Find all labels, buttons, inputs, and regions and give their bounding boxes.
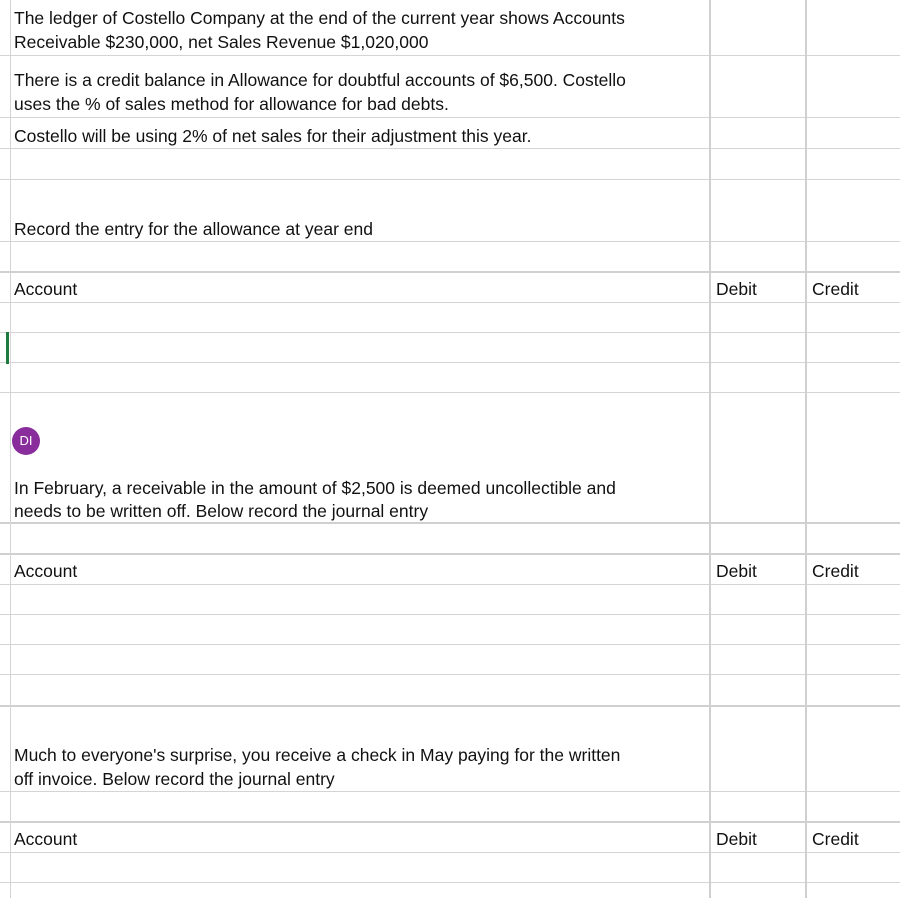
section2-credit-header[interactable]: Credit <box>812 561 859 581</box>
intro-line-2[interactable]: Receivable $230,000, net Sales Revenue $1,020,000 <box>14 32 429 52</box>
section3-prompt-line-1[interactable]: Much to everyone's surprise, you receive a check in May paying for the written <box>14 745 621 765</box>
row-gridline <box>0 55 900 56</box>
section3-debit-header[interactable]: Debit <box>716 829 757 849</box>
row-gridline <box>0 302 900 303</box>
section2-prompt-line-2[interactable]: needs to be written off. Below record the journal entry <box>14 501 429 521</box>
row-gridline <box>0 332 900 333</box>
active-cell-indicator <box>6 332 9 364</box>
row-gridline <box>0 241 900 242</box>
row-gridline <box>0 117 900 118</box>
column-gridline <box>805 0 807 898</box>
section1-credit-header[interactable]: Credit <box>812 279 859 299</box>
row-gridline <box>0 791 900 792</box>
row-gridline <box>0 644 900 645</box>
intro-line-1[interactable]: The ledger of Costello Company at the end of the current year shows Accounts <box>14 8 625 28</box>
row-gridline <box>0 148 900 149</box>
row-gridline <box>0 392 900 393</box>
section2-prompt-line-1[interactable]: In February, a receivable in the amount of $2,500 is deemed uncollectible and <box>14 478 616 498</box>
intro-line-3[interactable]: There is a credit balance in Allowance for doubtful accounts of $6,500. Costello <box>14 70 626 90</box>
section1-account-header[interactable]: Account <box>14 279 78 299</box>
row-gridline <box>0 852 900 853</box>
row-gridline <box>0 553 900 555</box>
row-gridline <box>0 271 900 273</box>
section2-debit-header[interactable]: Debit <box>716 561 757 581</box>
intro-line-4[interactable]: uses the % of sales method for allowance for bad debts. <box>14 94 449 114</box>
column-gridline <box>709 0 711 898</box>
row-gridline <box>0 362 900 363</box>
section1-prompt[interactable]: Record the entry for the allowance at year end <box>14 219 373 239</box>
row-gridline <box>0 705 900 707</box>
row-gridline <box>0 882 900 883</box>
row-gridline <box>0 614 900 615</box>
row-gridline <box>0 821 900 823</box>
section2-account-header[interactable]: Account <box>14 561 78 581</box>
row-gridline <box>0 179 900 180</box>
section3-credit-header[interactable]: Credit <box>812 829 859 849</box>
section1-debit-header[interactable]: Debit <box>716 279 757 299</box>
column-gridline <box>10 0 11 898</box>
row-gridline <box>0 584 900 585</box>
section3-account-header[interactable]: Account <box>14 829 78 849</box>
intro-line-5[interactable]: Costello will be using 2% of net sales for their adjustment this year. <box>14 126 532 146</box>
collaborator-avatar[interactable]: DI <box>12 427 40 455</box>
section3-prompt-line-2[interactable]: off invoice. Below record the journal entry <box>14 769 335 789</box>
row-gridline <box>0 674 900 675</box>
